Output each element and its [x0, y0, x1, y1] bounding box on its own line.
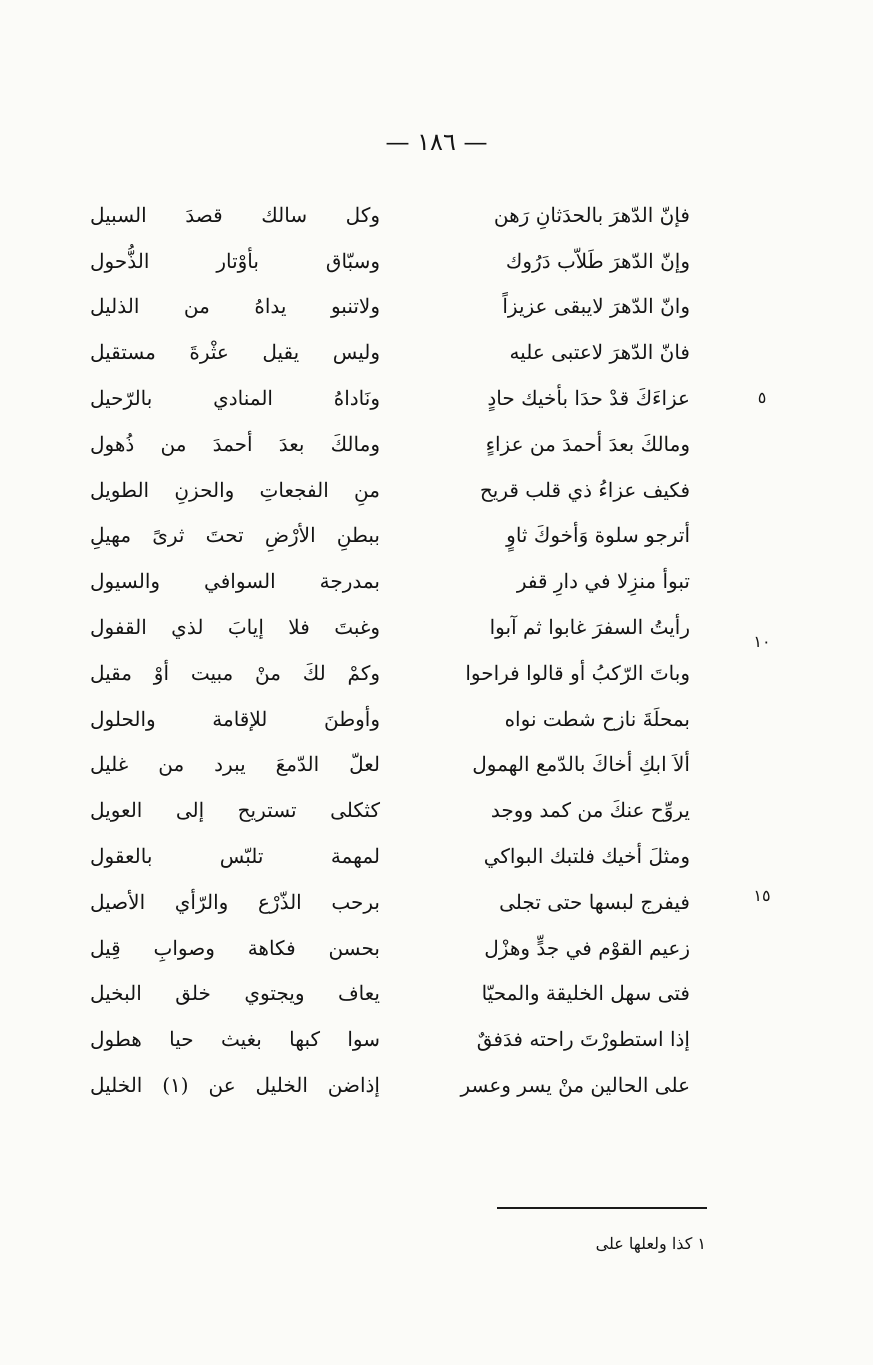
- verse-first-hemistich: رأيتُ السفرَ غابوا ثم آبوا: [489, 615, 690, 640]
- verse-line: [90, 421, 690, 467]
- verse-first-hemistich: ومالكَ بعدَ أحمدَ من عزاءٍ: [485, 431, 690, 456]
- line-number-15: ١٥: [753, 886, 771, 905]
- verse-first-hemistich: وباتَ الرّكبُ أو قالوا فراحوا: [465, 660, 690, 685]
- verse-second-hemistich: وغبتَ فلا إيابَ لذي القفول: [90, 615, 380, 640]
- verse-first-hemistich: فانّ الدّهرَ لاعتبى عليه: [509, 340, 690, 365]
- verse-second-hemistich: وأوطنَ للإقامة والحلول: [90, 706, 380, 731]
- verse-first-hemistich: وإنّ الدّهرَ طَلاّب دَرُوك: [505, 248, 690, 273]
- verse-line: [90, 742, 690, 788]
- verse-line: [90, 787, 690, 833]
- verse-line: [90, 513, 690, 559]
- verse-line: [90, 467, 690, 513]
- verse-second-hemistich: إذاضن الخليل عن (١) الخليل: [90, 1073, 380, 1098]
- verse-line: [90, 971, 690, 1017]
- verse-line: [90, 696, 690, 742]
- verse-second-hemistich: لعلّ الدّمعَ يبرد من غليل: [90, 752, 380, 777]
- verse-second-hemistich: برحب الذّرْع والرّأي الأصيل: [90, 889, 380, 914]
- verse-first-hemistich: فكيف عزاءُ ذي قلب قريح: [479, 477, 690, 502]
- line-number-10: ١٠: [753, 632, 771, 651]
- page-number: — ١٨٦ —: [385, 128, 488, 156]
- verse-first-hemistich: على الحالين منْ يسر وعسر: [460, 1073, 690, 1098]
- verse-line: [90, 1062, 690, 1108]
- verse-line: [90, 604, 690, 650]
- poem: [90, 192, 690, 1108]
- verse-second-hemistich: يعاف ويجتوي خلق البخيل: [90, 981, 380, 1006]
- verse-second-hemistich: بمدرجة السوافي والسيول: [90, 569, 380, 594]
- verse-first-hemistich: فتى سهل الخليقة والمحيّا: [481, 981, 690, 1006]
- verse-second-hemistich: وليس يقيل عثْرةَ مستقيل: [90, 340, 380, 365]
- verse-line: [90, 833, 690, 879]
- verse-first-hemistich: فإنّ الدّهرَ بالحدَثانِ رَهن: [493, 202, 690, 227]
- verse-first-hemistich: عزاءَكَ قدْ حدَا بأخيك حادٍ: [487, 386, 690, 411]
- verse-second-hemistich: وكل سالك قصدَ السبيل: [90, 202, 380, 227]
- verse-first-hemistich: ومثلَ أخيك فلتبك البواكي: [483, 844, 690, 869]
- verse-line: [90, 1016, 690, 1062]
- verse-first-hemistich: وانّ الدّهرَ لايبقى عزيزاً: [502, 294, 690, 319]
- verse-line: [90, 650, 690, 696]
- verse-second-hemistich: وسبّاق بأوْتار الذُّحول: [90, 248, 380, 273]
- verse-first-hemistich: زعيم القوْم في جدٍّ وهزْل: [484, 935, 690, 960]
- verse-second-hemistich: ومالكَ بعدَ أحمدَ من ذُهول: [90, 431, 380, 456]
- verse-first-hemistich: بمحلَةَ نازح شطت نواه: [504, 706, 690, 731]
- verse-line: [90, 558, 690, 604]
- verse-line: [90, 879, 690, 925]
- verse-line: [90, 284, 690, 330]
- verse-line: [90, 238, 690, 284]
- footnote: ١ كذا ولعلها على: [595, 1234, 706, 1253]
- verse-second-hemistich: لمهمة تلبّس بالعقول: [90, 844, 380, 869]
- verse-second-hemistich: ببطنِ الأرْضِ تحتَ ثرىً مهيلِ: [90, 523, 380, 548]
- verse-second-hemistich: ولاتنبو يداهُ من الذليل: [90, 294, 380, 319]
- verse-second-hemistich: كثكلى تستريح إلى العويل: [90, 798, 380, 823]
- verse-line: [90, 375, 690, 421]
- footnote-divider: [497, 1207, 707, 1209]
- verse-first-hemistich: تبوأ منزِلا في دارِ قفر: [516, 569, 690, 594]
- verse-second-hemistich: ونَاداهُ المنادي بالرّحيل: [90, 386, 380, 411]
- verse-second-hemistich: منِ الفجعاتِ والحزنِ الطويل: [90, 477, 380, 502]
- verse-line: [90, 329, 690, 375]
- verse-line: [90, 192, 690, 238]
- verse-first-hemistich: فيفرج لبسها حتى تجلى: [499, 889, 690, 914]
- verse-first-hemistich: أترجو سلوة وَأخوكَ ثاوٍ: [506, 523, 690, 548]
- verse-first-hemistich: ألاَ ابكِ أخاكَ بالدّمع الهمول: [472, 752, 690, 777]
- line-number-5: ٥: [757, 388, 767, 407]
- verse-first-hemistich: إذا استطورْتَ راحته فدَفقٌ: [476, 1027, 690, 1052]
- verse-line: [90, 925, 690, 971]
- verse-first-hemistich: يروِّح عنكَ من كمد ووجد: [490, 798, 690, 823]
- verse-second-hemistich: بحسن فكاهة وصوابِ قِيل: [90, 935, 380, 960]
- verse-second-hemistich: سوا كبها بغيث حيا هطول: [90, 1027, 380, 1052]
- verse-second-hemistich: وكمْ لكَ منْ مبيت أوْ مقيل: [90, 660, 380, 685]
